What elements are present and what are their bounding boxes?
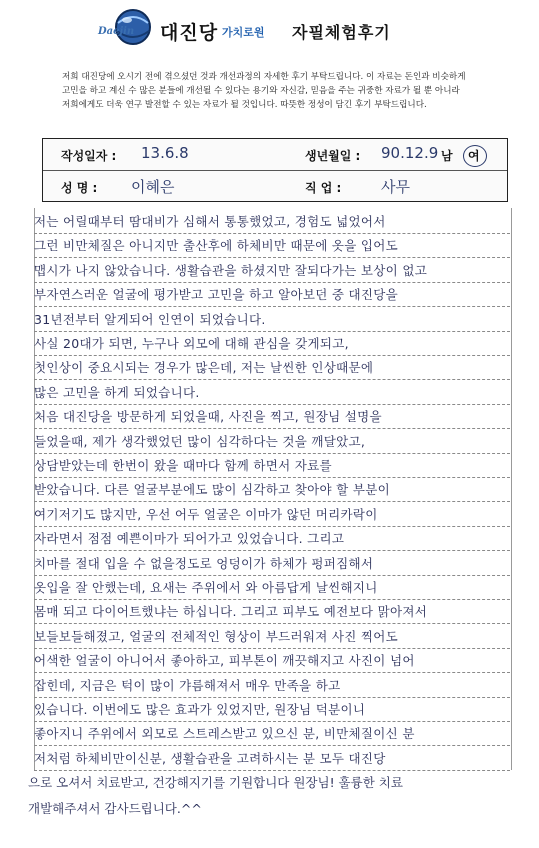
- handwritten-line: 상담받았는데 한번이 왔을 때마다 함께 하면서 자료를: [34, 452, 510, 480]
- birth-value: 90.12.9: [381, 144, 439, 162]
- handwritten-line: 처음 대진당을 방문하게 되었을때, 사진을 찍고, 원장님 설명을: [34, 403, 510, 431]
- handwritten-line: 치마를 절대 입을 수 없을정도로 엉덩이가 하체가 펑퍼짐해서: [34, 550, 510, 578]
- job-value: 사무: [381, 178, 410, 196]
- logo-latin-text: Daejin: [98, 26, 135, 37]
- intro-paragraph: 저희 대진당에 오시기 전에 겪으셨던 것과 개선과정의 자세한 후기 부탁드립니다. 이 자료는 돈인과 비슷하게 고민을 하고 계신 수 많은 분들에 개선될 수 있다는 용기와 자신감, 믿음을 주는 귀중한 자료가 될 뿐 아니라 저희에게도 더욱 연구 발전할 수 있는 자료가 될 것입니다. 따뜻한 정성이 담긴 후기 부탁드립니다.: [62, 72, 466, 110]
- info-divider: [43, 170, 507, 171]
- info-form: [42, 138, 508, 202]
- handwritten-line: 저는 어릴때부터 땀대비가 심해서 통통했었고, 경험도 넓었어서: [34, 208, 510, 236]
- page-title: 자필체험후기: [292, 23, 391, 42]
- handwritten-line: 부자연스러운 얼굴에 평가받고 고민을 하고 알아보던 중 대진당을: [34, 281, 510, 309]
- handwritten-line: 저처럼 하체비만이신분, 생활습관을 고려하시는 분 모두 대진당: [34, 745, 510, 773]
- name-value: 이혜은: [131, 178, 175, 196]
- handwritten-line: 여기저기도 많지만, 우선 어두 얼굴은 이마가 않던 머리카락이: [34, 501, 510, 529]
- brand-name: 대진당: [160, 22, 219, 44]
- handwritten-line: 좋아지니 주위에서 외모로 스트레스받고 있으신 분, 비만체질이신 분: [34, 720, 510, 748]
- handwritten-line: 31년전부터 알게되어 인연이 되었습니다.: [34, 306, 510, 334]
- handwritten-line: 사실 20대가 되면, 누구나 외모에 대해 관심을 갖게되고,: [34, 330, 510, 358]
- gender-female-option: 여: [468, 149, 480, 163]
- gender-male-option: 남: [441, 149, 453, 163]
- brand-subtitle: 가치로원: [222, 26, 265, 39]
- handwritten-line: 있습니다. 이번에도 많은 효과가 있었지만, 원장님 덕분이니: [34, 696, 510, 724]
- handwritten-line: 몸매 되고 다이어트했냐는 하십니다. 그리고 피부도 예전보다 맑아져서: [34, 598, 510, 626]
- handwritten-line: 어색한 얼굴이 아니어서 좋아하고, 피부톤이 깨끗해지고 사진이 넘어: [34, 647, 510, 675]
- closing-line: 개발해주셔서 감사드립니다.^^: [28, 801, 202, 816]
- handwritten-line: 많은 고민을 하게 되었습니다.: [34, 379, 510, 407]
- handwritten-line: 맵시가 나지 않았습니다. 생활습관을 하셨지만 잘되다가는 보상이 없고: [34, 257, 510, 285]
- name-label: 성 명 :: [61, 181, 98, 195]
- date-label: 작성일자 :: [61, 149, 117, 163]
- page-header: [0, 0, 539, 58]
- handwritten-line: 보들보들해졌고, 얼굴의 전체적인 형상이 부드러워져 사진 찍어도: [34, 623, 510, 651]
- handwritten-line: 첫인상이 중요시되는 경우가 많은데, 저는 날씬한 인상때문에: [34, 354, 510, 382]
- handwritten-line: 들었을때, 제가 생각했었던 많이 심각하다는 것을 깨달았고,: [34, 428, 510, 456]
- job-label: 직 업 :: [305, 181, 342, 195]
- handwritten-line: 잡힌데, 지금은 턱이 많이 갸름해져서 매우 만족을 하고: [34, 672, 510, 700]
- handwritten-line: 받았습니다. 다른 얼굴부분에도 많이 심각하고 찾아야 할 부분이: [34, 476, 510, 504]
- closing-line: 으로 오셔서 치료받고, 건강해지기를 기원합니다 원장님! 훌륭한 치료: [28, 775, 403, 790]
- handwritten-line: 그런 비만체질은 아니지만 출산후에 하체비만 때문에 옷을 입어도: [34, 232, 510, 260]
- date-value: 13.6.8: [141, 144, 189, 162]
- handwritten-line: 자라면서 점점 예쁜이마가 되어가고 있었습니다. 그리고: [34, 525, 510, 553]
- handwritten-line: 옷입을 잘 안했는데, 요새는 주위에서 와 아름답게 날씬해지니: [34, 574, 510, 602]
- gender-selected-circle: [463, 145, 487, 167]
- birth-label: 생년월일 :: [305, 149, 361, 163]
